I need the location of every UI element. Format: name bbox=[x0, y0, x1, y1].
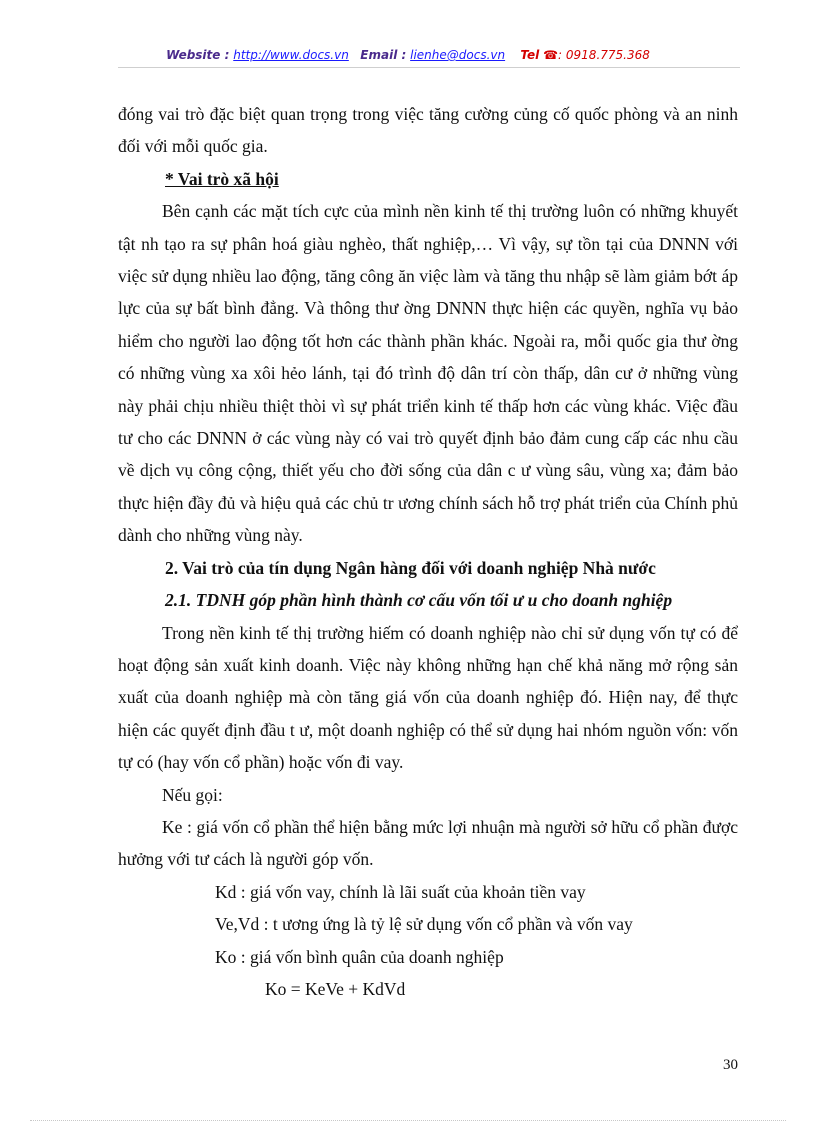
paragraph-defense-role: đóng vai trò đặc biệt quan trọng trong việc tăng cường củng cố quốc phòng và an ninh đối với mỗi quốc gia. bbox=[118, 104, 738, 157]
definition-ko: Ko : giá vốn bình quân của doanh nghiệp bbox=[215, 946, 504, 967]
document-body bbox=[118, 98, 738, 1005]
page-header bbox=[0, 48, 816, 62]
definition-ve-vd: Ve,Vd : t ương ứng là tỷ lệ sử dụng vốn cổ phần và vốn vay bbox=[215, 914, 633, 935]
paragraph-social-role: Bên cạnh các mặt tích cực của mình nền kinh tế thị trường luôn có những khuyết tật nh tạo ra sự phân hoá giàu nghèo, thất nghiệp,… Vì vậy, sự tồn tại của DNNN với việc sử dụng nhiều lao động, tăng công ăn việc làm và tăng thu nhập sẽ làm giảm bớt áp lực của sự bất bình đẳng. Và thông thư ờng DNNN thực hiện các quyền, nghĩa vụ bảo hiểm cho người lao động tốt hơn các thành phần khác. Ngoài ra, mỗi quốc gia thư ờng có những vùng xa xôi hẻo lánh, tại đó trình độ dân trí còn thấp, dân cư ở những vùng này phải chịu nhiều thiệt thòi vì sự phát triển kinh tế thấp hơn các vùng khác. Việc đầu tư cho các DNNN ở các vùng này có vai trò quyết định bảo đảm cung cấp các nhu cầu về dịch vụ công cộng, thiết yếu cho đời sống của dân c ư vùng sâu, vùng xa; đảm bảo thực hiện đầy đủ và hiệu quả các chủ tr ương chính sách hỗ trợ phát triển của Chính phủ dành cho những vùng này. bbox=[118, 201, 738, 546]
paragraph-notation-intro: Nếu gọi: bbox=[162, 784, 223, 805]
definition-kd: Kd : giá vốn vay, chính là lãi suất của khoản tiền vay bbox=[215, 881, 586, 902]
email-label: Email : bbox=[360, 48, 407, 62]
definition-ke: Ke : giá vốn cổ phần thể hiện bằng mức lợi nhuận mà người sở hữu cổ phần được hưởng với tư cách là người góp vốn. bbox=[118, 816, 738, 870]
phone-icon: ☎ bbox=[543, 48, 559, 62]
bottom-divider bbox=[30, 1120, 786, 1121]
tel-label: Tel bbox=[520, 48, 540, 62]
page-number: 30 bbox=[723, 1057, 738, 1073]
formula-ko: Ko = KeVe + KdVd bbox=[265, 978, 406, 999]
subsection-heading-2-1: 2.1. TDNH góp phần hình thành cơ cấu vốn tối ư u cho doanh nghiệp bbox=[165, 590, 673, 611]
heading-social-role: * Vai trò xã hội bbox=[165, 168, 279, 189]
website-link[interactable]: http://www.docs.vn bbox=[233, 48, 349, 62]
section-heading-2: 2. Vai trò của tín dụng Ngân hàng đối với doanh nghiệp Nhà nước bbox=[165, 557, 656, 578]
tel-number: : 0918.775.368 bbox=[558, 48, 650, 62]
website-label: Website : bbox=[166, 48, 230, 62]
header-divider bbox=[118, 67, 740, 68]
paragraph-capital-structure: Trong nền kinh tế thị trường hiếm có doanh nghiệp nào chỉ sử dụng vốn tự có để hoạt động sản xuất kinh doanh. Việc này không những hạn chế khả năng mở rộng sản xuất của doanh nghiệp mà còn tăng giá vốn của doanh nghiệp đó. Hiện nay, để thực hiện các quyết định đầu t ư, một doanh nghiệp có thể sử dụng hai nhóm nguồn vốn: vốn tự có (hay vốn cổ phần) hoặc vốn đi vay. bbox=[118, 622, 738, 773]
email-link[interactable]: lienhe@docs.vn bbox=[410, 48, 506, 62]
